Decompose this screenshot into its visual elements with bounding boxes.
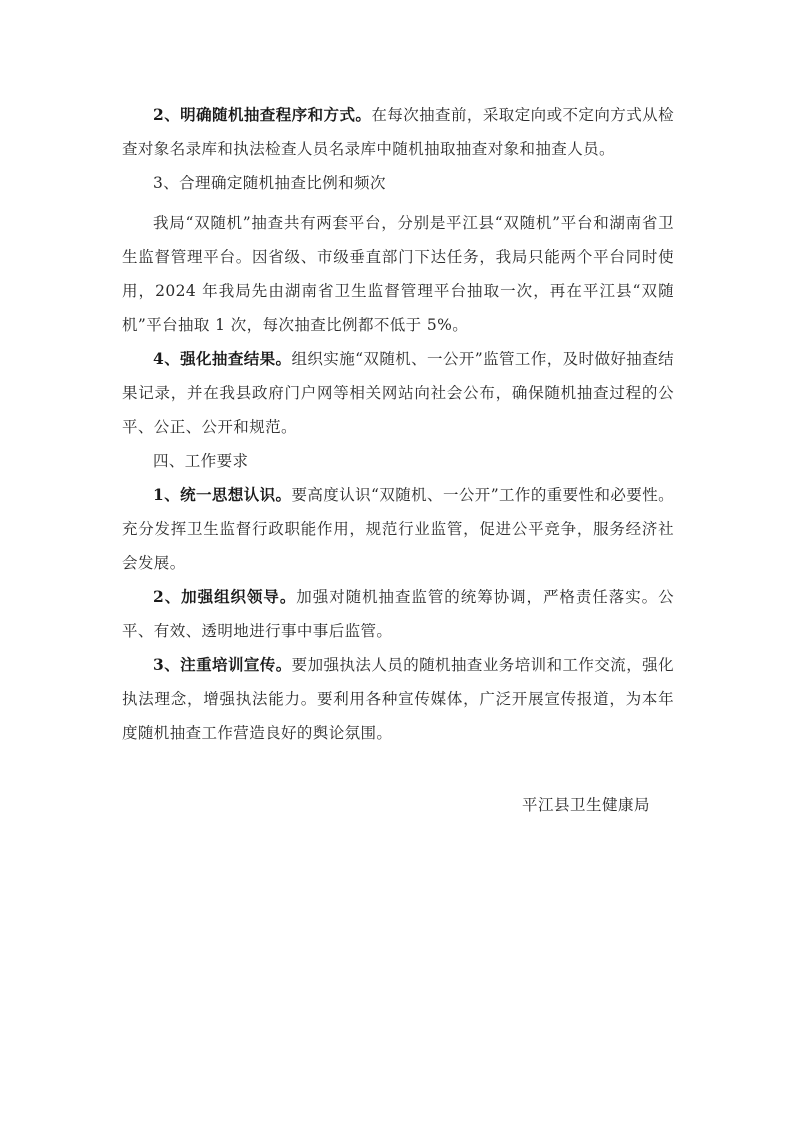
paragraph-item-4: [122, 342, 674, 444]
paragraph-req-1: [122, 478, 674, 580]
item-4-lead: 4、强化抽查结果。: [153, 349, 292, 368]
paragraph-req-2: [122, 580, 674, 648]
item-2-body: 在每次抽查前，采取定向或不定向方式从检查对象名录库和执法检查人员名录库中随机抽取抽查对象和抽查人员。: [122, 106, 674, 158]
paragraph-item-3-body: [122, 206, 674, 342]
heading-part-4: [122, 444, 674, 478]
document-body: [122, 98, 674, 750]
signature-organization: 平江县卫生健康局: [522, 796, 651, 814]
part-4-heading-text: 四、工作要求: [153, 452, 249, 470]
req-2-lead: 2、加强组织领导。: [153, 587, 297, 606]
req-2-body: 加强对随机抽查监管的统筹协调，严格责任落实。公平、有效、透明地进行事中事后监管。: [122, 588, 674, 640]
item-2-lead: 2、明确随机抽查程序和方式。: [153, 105, 372, 124]
heading-item-3: [122, 166, 674, 200]
req-1-body: 要高度认识“双随机、一公开”工作的重要性和必要性。充分发挥卫生监督行政职能作用，规范行业监管，促进公平竞争，服务经济社会发展。: [122, 486, 675, 572]
req-3-lead: 3、注重培训宣传。: [153, 655, 292, 674]
item-4-body: 组织实施“双随机、一公开”监管工作，及时做好抽查结果记录，并在我县政府门户网等相关网站向社会公布，确保随机抽查过程的公平、公正、公开和规范。: [122, 350, 675, 436]
paragraph-req-3: [122, 648, 674, 750]
item-3-body: 我局“双随机”抽查共有两套平台，分别是平江县“双随机”平台和湖南省卫生监督管理平台。因省级、市级垂直部门下达任务，我局只能两个平台同时使用，2024 年我局先由湖南省卫生监督管理平台抽取一次，再在平江县“双随机”平台抽取 1 次，每次抽查比例都不低于 5%。: [122, 214, 674, 334]
req-3-body: 要加强执法人员的随机抽查业务培训和工作交流，强化执法理念，增强执法能力。要利用各种宣传媒体，广泛开展宣传报道，为本年度随机抽查工作营造良好的舆论氛围。: [122, 656, 674, 742]
item-3-heading-text: 3、合理确定随机抽查比例和频次: [153, 174, 386, 192]
req-1-lead: 1、统一思想认识。: [153, 485, 292, 504]
paragraph-item-2: [122, 98, 674, 166]
